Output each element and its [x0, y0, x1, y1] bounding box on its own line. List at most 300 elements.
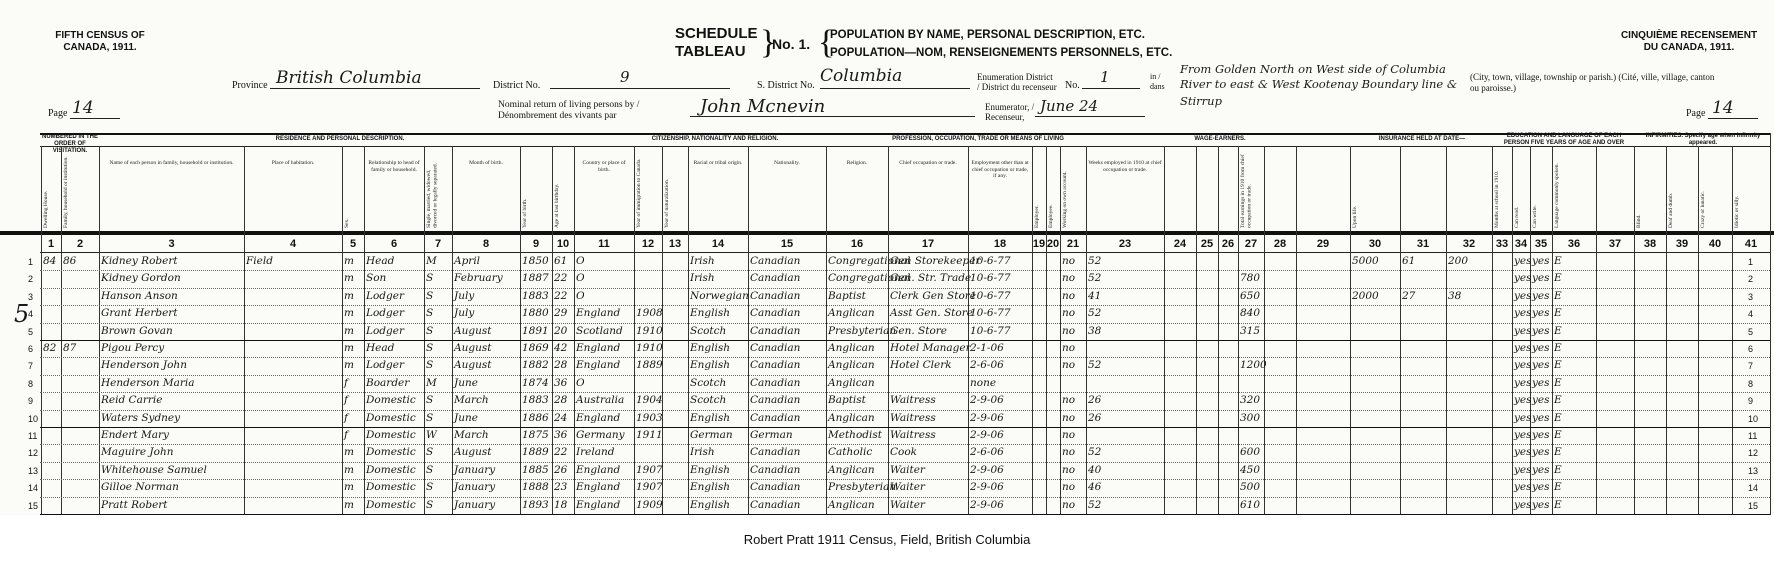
cell-sex: m — [344, 481, 354, 494]
column-divider — [41, 146, 42, 515]
cell-er — [1034, 252, 1045, 270]
cell-ins2 — [1402, 496, 1445, 514]
cell-country: O — [576, 289, 585, 302]
group-citizenship: CITIZENSHIP, NATIONALITY AND RELIGION. — [651, 136, 779, 142]
column-number: 38 — [1643, 238, 1657, 250]
group-insurance: INSURANCE HELD AT DATE— — [1378, 136, 1466, 142]
cell-sex: m — [344, 289, 354, 302]
column-divider — [1698, 146, 1699, 515]
cell-life — [1352, 461, 1399, 479]
cell-occ: Hotel Manager — [890, 342, 971, 354]
column-divider — [1196, 146, 1197, 515]
cell-name: Brown Govan — [101, 324, 173, 337]
sub-district-value: Columbia — [820, 66, 903, 86]
cell-year: 1882 — [522, 359, 549, 372]
cell-ins2 — [1402, 443, 1445, 461]
column-number: 14 — [711, 238, 725, 250]
column-number: 32 — [1462, 238, 1476, 250]
cell-emp: 10-6-77 — [970, 324, 1011, 337]
column-header-11: Country or place of birth. — [582, 160, 626, 173]
cell-fam — [63, 426, 98, 444]
column-number: 7 — [434, 238, 442, 250]
cell-ins3 — [1448, 478, 1491, 496]
cell-er — [1034, 461, 1045, 479]
column-header-38: Blind. — [1636, 214, 1642, 228]
cell-earn: 600 — [1240, 446, 1261, 459]
column-number: 10 — [556, 238, 570, 250]
cell-er — [1034, 478, 1045, 496]
column-divider — [1350, 146, 1351, 515]
cell-age: 18 — [554, 498, 568, 511]
cell-nat — [664, 409, 687, 427]
column-header-15: Nationality. — [774, 160, 800, 166]
row-number-left: 2 — [28, 274, 34, 285]
in-label: in / dans — [1150, 72, 1165, 91]
cell-age: 61 — [554, 255, 568, 267]
cell-origin: Irish — [690, 446, 715, 459]
cell-origin: Irish — [690, 255, 715, 267]
cell-religion: Anglican — [828, 411, 875, 424]
row-number-right: 14 — [1748, 483, 1759, 494]
cell-earn — [1240, 426, 1263, 444]
column-divider — [1492, 146, 1493, 515]
cell-month: April — [454, 255, 481, 267]
column-divider — [1400, 146, 1401, 515]
cell-country: O — [576, 376, 585, 389]
cell-earn: 450 — [1240, 463, 1261, 476]
column-header-8: Month of birth. — [469, 160, 503, 166]
column-header-17: Chief occupation or trade. — [899, 160, 957, 166]
column-header-12: Year of immigration to Canada. — [636, 158, 642, 228]
row-number-left: 9 — [28, 396, 34, 407]
cell-wk: 46 — [1088, 481, 1102, 494]
cell-nat — [664, 443, 687, 461]
group-residence: RESIDENCE AND PERSONAL DESCRIPTION. — [275, 136, 405, 142]
column-number: 12 — [641, 238, 655, 250]
row-number-left: 4 — [28, 309, 34, 320]
cell-place — [246, 478, 341, 496]
column-number: 19 — [1032, 238, 1046, 250]
cell-lang: E — [1554, 324, 1562, 337]
cell-ins3 — [1448, 409, 1491, 427]
cell-lang: E — [1554, 255, 1562, 267]
header-divider — [0, 231, 1774, 235]
cell-rel: Lodger — [366, 359, 404, 372]
column-divider — [1046, 146, 1047, 515]
cell-dw — [43, 496, 60, 514]
cell-life — [1352, 409, 1399, 427]
cell-ins2 — [1402, 409, 1445, 427]
cell-origin: Scotch — [690, 394, 727, 407]
cell-origin: English — [690, 342, 731, 354]
column-divider — [1238, 146, 1239, 515]
cell-nat — [664, 391, 687, 409]
cell-earn — [1240, 339, 1263, 357]
cell-month: March — [454, 429, 489, 441]
column-divider — [1296, 146, 1297, 515]
cell-life — [1352, 391, 1399, 409]
column-divider — [634, 146, 635, 515]
cell-imm: 1889 — [636, 359, 663, 372]
cell-place — [246, 339, 341, 357]
cell-year: 1885 — [522, 463, 549, 476]
cell-year: 1869 — [522, 342, 549, 354]
cell-earn — [1240, 374, 1263, 392]
cell-ins3: 200 — [1448, 255, 1469, 267]
cell-wk: 52 — [1088, 255, 1102, 267]
cell-civ: S — [426, 498, 434, 511]
cell-lang: E — [1554, 342, 1562, 354]
cell-religion: Anglican — [828, 307, 875, 320]
cell-emp: 10-6-77 — [970, 272, 1011, 285]
cell-place — [246, 426, 341, 444]
cell-own: no — [1062, 307, 1076, 320]
population-brace: { — [818, 24, 835, 61]
column-header-36: Language commonly spoken. — [1554, 163, 1560, 228]
cell-read: yes — [1514, 463, 1532, 476]
row-number-right: 8 — [1748, 378, 1754, 389]
column-number: 27 — [1244, 238, 1258, 250]
cell-emp: 10-6-77 — [970, 307, 1011, 320]
row-number-right: 3 — [1748, 291, 1754, 302]
cell-ins2 — [1402, 269, 1445, 287]
cell-er — [1034, 426, 1045, 444]
cell-dw — [43, 269, 60, 287]
province-label: Province — [232, 80, 268, 91]
cell-name: Henderson John — [101, 359, 187, 372]
column-header-40: Crazy or lunatic. — [1700, 191, 1706, 228]
cell-month: August — [454, 342, 492, 354]
cell-nat — [664, 287, 687, 305]
sub-district-label: S. District No. — [757, 80, 815, 91]
cell-write: yes — [1532, 272, 1550, 285]
cell-ins3 — [1448, 461, 1491, 479]
column-number: 4 — [289, 238, 297, 250]
cell-month: August — [454, 359, 492, 372]
column-number: 9 — [532, 238, 540, 250]
cell-wk: 52 — [1088, 359, 1102, 372]
cell-emp: 2-9-06 — [970, 429, 1004, 441]
column-number: 23 — [1118, 238, 1132, 250]
column-number: 1 — [47, 238, 55, 250]
cell-country: England — [576, 498, 621, 511]
cell-nationality: Canadian — [750, 272, 801, 285]
cell-fam — [63, 356, 98, 374]
cell-year: 1887 — [522, 272, 549, 285]
cell-fam: 87 — [63, 342, 77, 354]
cell-life — [1352, 426, 1399, 444]
cell-lang: E — [1554, 481, 1562, 494]
district-no-label: District No. — [493, 80, 541, 91]
row-number-right: 1 — [1748, 257, 1754, 267]
cell-lang: E — [1554, 411, 1562, 424]
cell-lang: E — [1554, 289, 1562, 302]
cell-year: 1888 — [522, 481, 549, 494]
cell-place — [246, 269, 341, 287]
cell-earn: 650 — [1240, 289, 1261, 302]
cell-wk: 26 — [1088, 394, 1102, 407]
cell-ins3 — [1448, 426, 1491, 444]
cell-religion: Congregational — [828, 272, 911, 285]
cell-read: yes — [1514, 307, 1532, 320]
cell-own: no — [1062, 394, 1076, 407]
cell-own: no — [1062, 498, 1076, 511]
cell-er — [1034, 496, 1045, 514]
cell-year: 1891 — [522, 324, 549, 337]
cell-civ: S — [426, 272, 434, 285]
cell-write: yes — [1532, 446, 1550, 459]
cell-imm — [636, 252, 661, 270]
column-number: 3 — [168, 238, 175, 250]
enum-no-value: 1 — [1100, 68, 1110, 86]
column-header-33: Months at school in 1910. — [1494, 170, 1500, 228]
column-number: 16 — [850, 238, 864, 250]
cell-nat — [664, 356, 687, 374]
column-number: 18 — [993, 238, 1007, 250]
column-number: 30 — [1368, 238, 1382, 250]
column-number: 6 — [390, 238, 398, 250]
cell-own: no — [1062, 289, 1076, 302]
cell-ins3 — [1448, 391, 1491, 409]
column-header-21: Working on own account. — [1062, 171, 1068, 228]
cell-fam — [63, 496, 98, 514]
row-number-left: 12 — [28, 448, 39, 459]
column-header-20: Employee. — [1048, 204, 1054, 228]
cell-dw — [43, 304, 60, 322]
cell-rel: Lodger — [366, 324, 404, 337]
page-right-label: Page — [1686, 108, 1706, 119]
cell-write: yes — [1532, 498, 1550, 511]
cell-read: yes — [1514, 411, 1532, 424]
cell-name: Henderson Maria — [101, 376, 195, 389]
cell-life — [1352, 304, 1399, 322]
column-header-7: Single, married, widowed, divorced or legally separated. — [426, 162, 439, 228]
column-number: 36 — [1567, 238, 1581, 250]
cell-er — [1034, 443, 1045, 461]
cell-er — [1034, 287, 1045, 305]
cell-ins2 — [1402, 304, 1445, 322]
row-number-left: 6 — [28, 344, 34, 354]
cell-own: no — [1062, 446, 1076, 459]
cell-rel: Domestic — [366, 498, 416, 511]
row-number-left: 15 — [28, 500, 39, 511]
cell-nationality: Canadian — [750, 376, 801, 389]
population-en: POPULATION BY NAME, PERSONAL DESCRIPTION, ETC. — [830, 29, 1146, 41]
column-header-3: Name of each person in family, household or institution. — [109, 160, 234, 166]
column-number: 2 — [76, 238, 84, 250]
tableau-label: TABLEAU — [675, 43, 746, 60]
cell-life — [1352, 269, 1399, 287]
column-divider — [552, 146, 553, 515]
row-divider — [40, 514, 1770, 515]
cell-lang: E — [1554, 272, 1562, 285]
cell-country: O — [576, 272, 585, 285]
cell-own: no — [1062, 481, 1076, 494]
cell-nat — [664, 252, 687, 270]
cell-own: no — [1062, 359, 1076, 372]
cell-ee — [1048, 478, 1059, 496]
cell-occ: Gen Storekeeper — [890, 255, 981, 267]
cell-earn: 320 — [1240, 394, 1261, 407]
cell-age: 28 — [554, 394, 568, 407]
cell-write: yes — [1532, 429, 1550, 441]
cell-life — [1352, 339, 1399, 357]
cell-own: no — [1062, 411, 1076, 424]
cell-religion: Anglican — [828, 498, 875, 511]
right-title: CINQUIÈME RECENSEMENT DU CANADA, 1911. — [1620, 30, 1758, 53]
cell-year: 1889 — [522, 446, 549, 459]
column-divider — [1032, 146, 1033, 515]
cell-nationality: Canadian — [750, 324, 801, 337]
cell-ins2 — [1402, 478, 1445, 496]
cell-year: 1880 — [522, 307, 549, 320]
cell-religion: Methodist — [828, 429, 882, 441]
cell-religion: Congregational — [828, 255, 911, 267]
cell-ins2 — [1402, 391, 1445, 409]
cell-origin: English — [690, 359, 731, 372]
cell-earn: 610 — [1240, 498, 1261, 511]
column-divider — [1446, 146, 1447, 515]
cell-ee — [1048, 426, 1059, 444]
column-number: 29 — [1316, 238, 1330, 250]
cell-name: Pigou Percy — [101, 342, 165, 354]
cell-imm — [636, 374, 661, 392]
cell-nationality: Canadian — [750, 463, 801, 476]
cell-imm: 1903 — [636, 411, 663, 424]
cell-fam — [63, 374, 98, 392]
cell-own: no — [1062, 255, 1076, 267]
cell-origin: Norwegian — [690, 289, 749, 302]
cell-month: July — [454, 307, 475, 320]
cell-write: yes — [1532, 255, 1550, 267]
cell-sex: f — [344, 429, 348, 441]
cell-occ: Waiter — [890, 463, 925, 476]
column-header-35: Can write. — [1532, 205, 1538, 228]
column-number: 39 — [1675, 238, 1689, 250]
column-number: 5 — [349, 238, 357, 250]
cell-dw — [43, 426, 60, 444]
cell-place — [246, 496, 341, 514]
cell-month: July — [454, 289, 475, 302]
cell-civ: S — [426, 463, 434, 476]
cell-occ: Clerk Gen Store — [890, 289, 976, 302]
cell-name: Waters Sydney — [101, 411, 181, 424]
row-number-left: 7 — [28, 361, 34, 372]
cell-origin: English — [690, 463, 731, 476]
district-no-value: 9 — [620, 68, 630, 86]
cell-sex: m — [344, 324, 354, 337]
column-number: 17 — [921, 238, 935, 250]
cell-age: 24 — [554, 411, 568, 424]
cell-nat — [664, 304, 687, 322]
cell-year: 1893 — [522, 498, 549, 511]
cell-ins2: 27 — [1402, 289, 1416, 302]
cell-earn: 780 — [1240, 272, 1261, 285]
cell-earn — [1240, 252, 1263, 270]
cell-age: 22 — [554, 272, 568, 285]
group-profession: PROFESSION, OCCUPATION, TRADE OR MEANS OF LIVING — [892, 136, 1064, 142]
cell-civ: S — [426, 394, 434, 407]
cell-year: 1883 — [522, 289, 549, 302]
cell-dw: 82 — [43, 342, 57, 354]
cell-emp: 2-6-06 — [970, 446, 1004, 459]
cell-write: yes — [1532, 289, 1550, 302]
cell-age: 23 — [554, 481, 568, 494]
cell-civ: M — [426, 255, 437, 267]
cell-lang: E — [1554, 307, 1562, 320]
cell-occ: Waiter — [890, 498, 925, 511]
cell-ins2 — [1402, 461, 1445, 479]
row-number-right: 9 — [1748, 396, 1754, 407]
cell-year: 1883 — [522, 394, 549, 407]
column-divider — [244, 146, 245, 515]
cell-emp: 2-6-06 — [970, 359, 1004, 372]
cell-ins2 — [1402, 356, 1445, 374]
cell-ee — [1048, 269, 1059, 287]
cell-rel: Lodger — [366, 289, 404, 302]
cell-country: England — [576, 481, 621, 494]
cell-ee — [1048, 409, 1059, 427]
column-header-34: Can read. — [1514, 206, 1520, 228]
cell-name: Hanson Anson — [101, 289, 178, 302]
cell-year: 1886 — [522, 411, 549, 424]
cell-dw — [43, 287, 60, 305]
column-header-1: Dwelling House. — [43, 190, 49, 228]
cell-occ: Waitress — [890, 411, 936, 424]
cell-write: yes — [1532, 463, 1550, 476]
cell-origin: English — [690, 481, 731, 494]
cell-sex: m — [344, 498, 354, 511]
cell-place — [246, 391, 341, 409]
cell-ee — [1048, 322, 1059, 340]
population-fr: POPULATION—NOM, RENSEIGNEMENTS PERSONNELS, ETC. — [830, 47, 1173, 59]
cell-rel: Domestic — [366, 481, 416, 494]
cell-fam — [63, 322, 98, 340]
cell-month: January — [454, 498, 496, 511]
cell-sex: m — [344, 342, 354, 354]
cell-sex: f — [344, 376, 348, 389]
cell-ins2: 61 — [1402, 255, 1416, 267]
cell-ee — [1048, 443, 1059, 461]
cell-emp: none — [970, 376, 997, 389]
column-divider — [1666, 146, 1667, 515]
column-number: 21 — [1066, 238, 1080, 250]
cell-religion: Baptist — [828, 289, 866, 302]
cell-ins3 — [1448, 304, 1491, 322]
cell-ins3 — [1448, 356, 1491, 374]
cell-er — [1034, 391, 1045, 409]
cell-wk: 52 — [1088, 446, 1102, 459]
column-header-13: Year of naturalization. — [664, 178, 670, 228]
cell-occ: Hotel Clerk — [890, 359, 952, 372]
cell-wk — [1088, 374, 1163, 392]
column-header-10: Age at last birthday. — [554, 183, 560, 228]
cell-age: 26 — [554, 463, 568, 476]
cell-dw — [43, 443, 60, 461]
cell-rel: Domestic — [366, 429, 416, 441]
cell-ee — [1048, 461, 1059, 479]
page-right-value: 14 — [1712, 98, 1734, 118]
cell-civ: S — [426, 289, 434, 302]
cell-name: Kidney Gordon — [101, 272, 181, 285]
cell-country: Germany — [576, 429, 625, 441]
cell-sex: m — [344, 463, 354, 476]
cell-sex: f — [344, 411, 348, 424]
column-header-39: Deaf and dumb. — [1668, 192, 1674, 228]
cell-origin: Scotch — [690, 324, 727, 337]
cell-religion: Presbyterian — [828, 324, 897, 337]
cell-read: yes — [1514, 324, 1532, 337]
